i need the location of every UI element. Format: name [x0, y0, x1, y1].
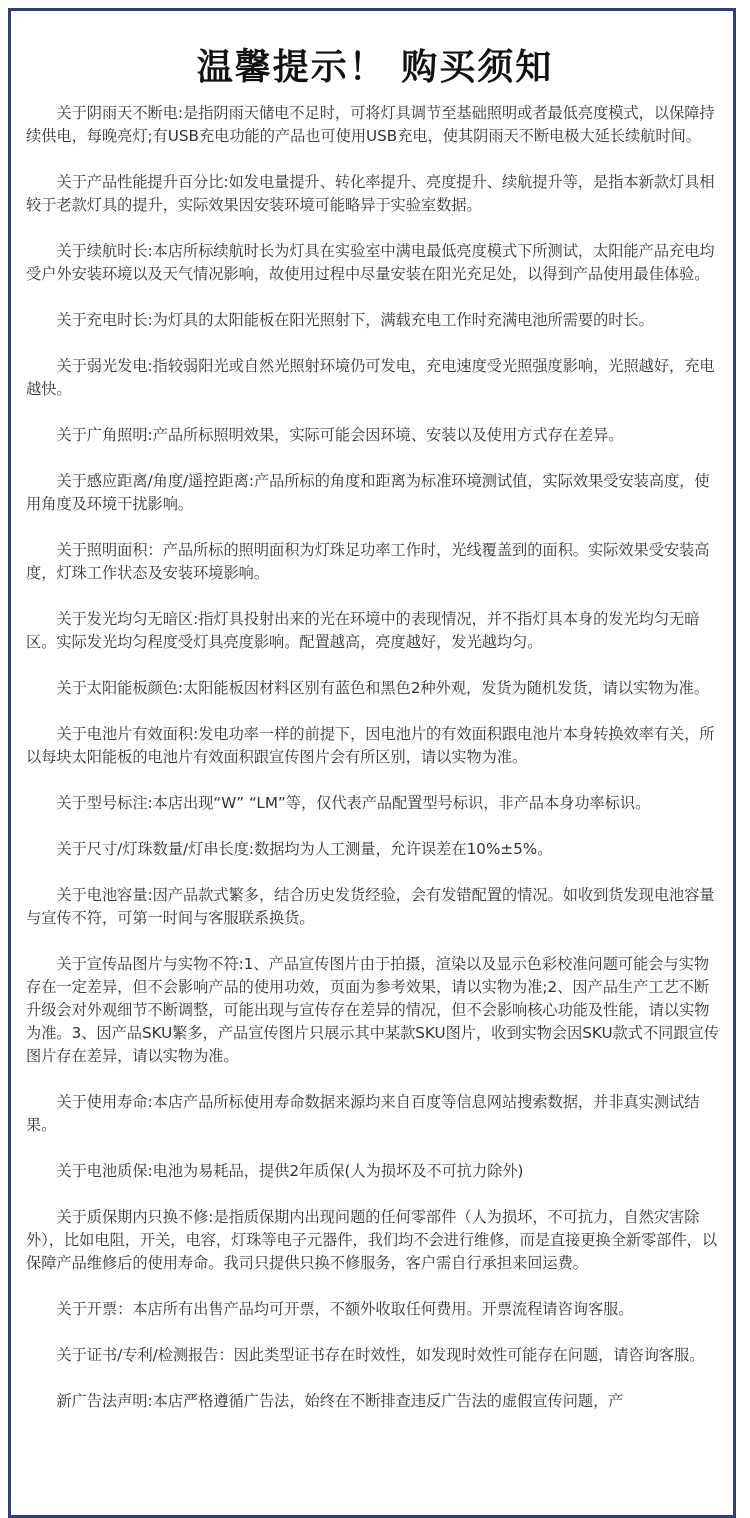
- notice-item-performance-improvement: 关于产品性能提升百分比:如发电量提升、转化率提升、亮度提升、续航提升等，是指本新款灯具相较于老款灯具的提升，实际效果因安装环境可能略异于实验室数据。: [26, 173, 715, 214]
- notice-item-rainy-day: 关于阴雨天不断电:是指阴雨天储电不足时，可将灯具调节至基础照明或者最低亮度模式，以保障持续供电，每晚亮灯;有USB充电功能的产品也可使用USB充电，使其阴雨天不断电极大延长续航时间。: [26, 104, 715, 145]
- notice-item-panel-color: 关于太阳能板颜色:太阳能板因材料区别有蓝色和黑色2种外观，发货为随机发货，请以实物为准。: [56, 679, 710, 697]
- notice-item-certificates: 关于证书/专利/检测报告：因此类型证书存在时效性，如发现时效性可能存在问题，请咨询客服。: [56, 1346, 705, 1364]
- notice-item-service-life: 关于使用寿命:本店产品所标使用寿命数据来源均来自百度等信息网站搜索数据，并非真实测试结果。: [26, 1093, 700, 1134]
- notice-item-battery-capacity: 关于电池容量:因产品款式繁多，结合历史发货经验，会有发错配置的情况。如收到货发现电池容量与宣传不符，可第一时间与客服联系换货。: [26, 886, 715, 927]
- notice-item-ad-law: 新广告法声明:本店严格遵循广告法，始终在不断排查违反广告法的虚假宣传问题，产: [56, 1392, 624, 1410]
- notice-item-sensing-distance: 关于感应距离/角度/遥控距离:产品所标的角度和距离为标准环境测试值，实际效果受安装高度，使用角度及环境干扰影响。: [26, 472, 710, 513]
- notice-item-charging-time: 关于充电时长:为灯具的太阳能板在阳光照射下，满载充电工作时充满电池所需要的时长。: [56, 311, 654, 329]
- notice-item-battery-life: 关于续航时长:本店所标续航时长为灯具在实验室中满电最低亮度模式下所测试，太阳能产品充电均受户外安装环境以及天气情况影响，故使用过程中尽量安装在阳光充足处，以得到产品使用最佳体验。: [26, 242, 715, 283]
- notice-item-cell-area: 关于电池片有效面积:发电功率一样的前提下，因电池片的有效面积跟电池片本身转换效率有关，所以每块太阳能板的电池片有效面积跟宣传图片会有所区别，请以实物为准。: [26, 725, 715, 766]
- page-title: 温馨提示！ 购买须知: [196, 47, 554, 88]
- notice-item-invoice: 关于开票：本店所有出售产品均可开票，不额外收取任何费用。开票流程请咨询客服。: [56, 1300, 634, 1318]
- notice-item-image-difference: 关于宣传品图片与实物不符:1、产品宣传图片由于拍摄，渲染以及显示色彩校准问题可能会与实物存在一定差异，但不会影响产品的使用功效，页面为参考效果，请以实物为准;2、因产品生产工艺不断升级会对外观细节不断调整，可能出现与宣传存在差异的情况，但不会影响核心功能及性能，请以实物为准。3、因产品SKU繁多，产品宣传图片只展示其中某款SKU图片，收到实物会因SKU款式不同跟宣传图片存在差异，请以实物为准。: [26, 955, 719, 1065]
- notice-item-battery-warranty: 关于电池质保:电池为易耗品，提供2年质保(人为损坏及不可抗力除外): [56, 1162, 524, 1180]
- notice-item-replace-policy: 关于质保期内只换不修:是指质保期内出现问题的任何零部件（人为损坏，不可抗力，自然灾害除外），比如电阻，开关，电容，灯珠等电子元器件，我们均不会进行维修，而是直接更换全新零部件，以保障产品维修后的使用寿命。我司只提供只换不修服务，客户需自行承担来回运费。: [26, 1208, 718, 1272]
- notice-item-uniform-light: 关于发光均匀无暗区:指灯具投射出来的光在环境中的表现情况，并不指灯具本身的发光均匀无暗区。实际发光均匀程度受灯具亮度影响。配置越高，亮度越好，发光越均匀。: [26, 610, 700, 651]
- notice-list: [26, 102, 722, 1436]
- notice-item-weak-light: 关于弱光发电:指较弱阳光或自然光照射环境仍可发电，充电速度受光照强度影响，光照越好，充电越快。: [26, 357, 715, 398]
- notice-item-model-label: 关于型号标注:本店出现“W” “LM”等，仅代表产品配置型号标识，非产品本身功率标识。: [56, 794, 651, 812]
- notice-item-wide-angle: 关于广角照明:产品所标照明效果，实际可能会因环境、安装以及使用方式存在差异。: [56, 426, 624, 444]
- notice-item-lighting-area: 关于照明面积：产品所标的照明面积为灯珠足功率工作时，光线覆盖到的面积。实际效果受安装高度，灯珠工作状态及安装环境影响。: [26, 541, 710, 582]
- notice-item-size-measure: 关于尺寸/灯珠数量/灯串长度:数据均为人工测量，允许误差在10%±5%。: [56, 840, 553, 858]
